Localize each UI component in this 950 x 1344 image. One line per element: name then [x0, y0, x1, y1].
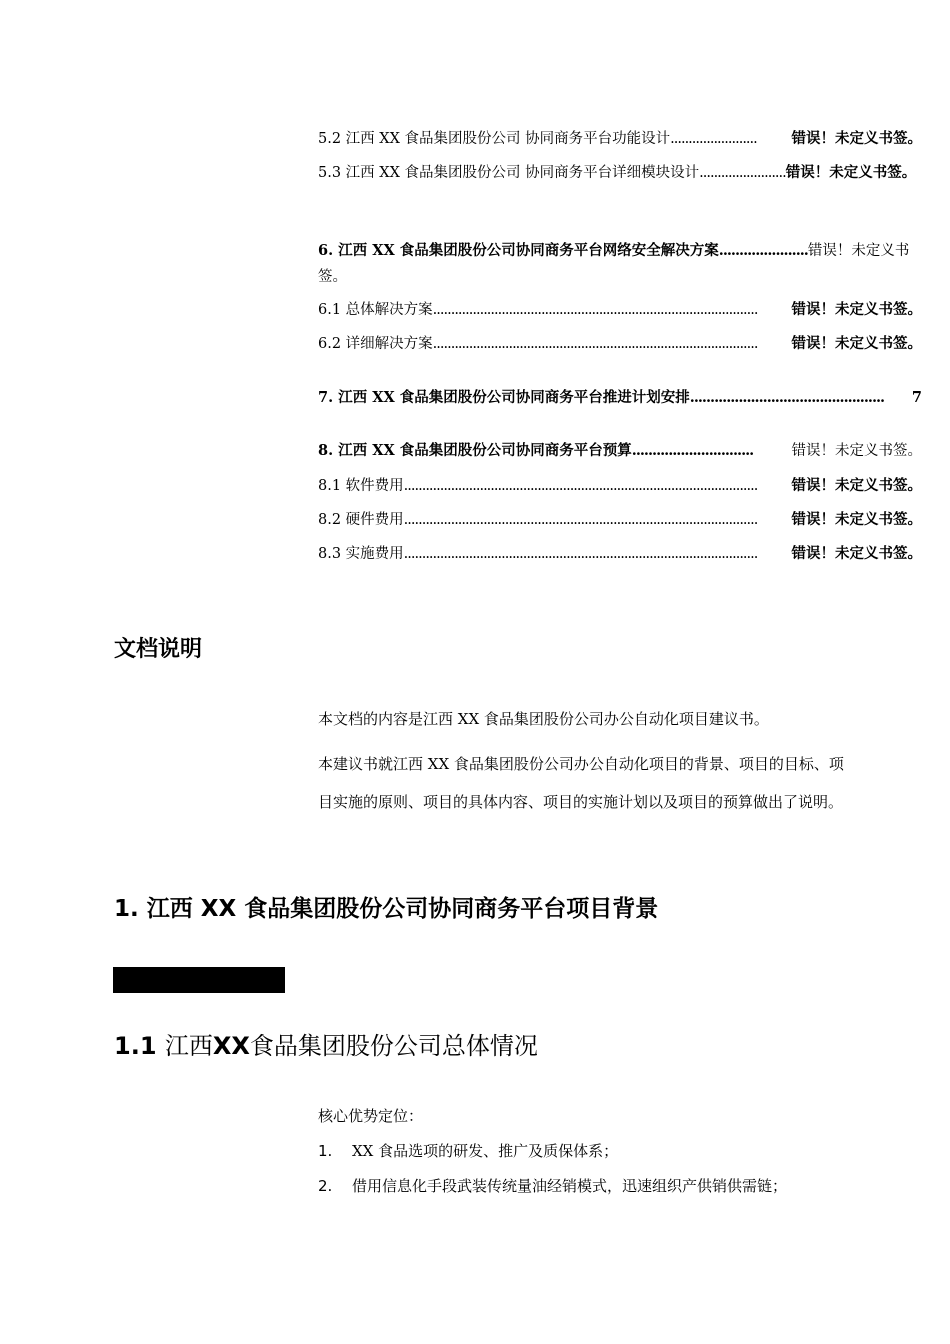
toc-entry-8-3[interactable]: 8.3 实施费用.................................................................................................. 错误！未定义书签。	[318, 541, 922, 567]
toc-page-ref: 错误！未定义书签。	[790, 297, 923, 323]
toc-entry-6[interactable]: 6. 江西 XX 食品集团股份公司协同商务平台网络安全解决方案......................错误！未定义书签。	[318, 242, 910, 285]
toc-entry-6-2[interactable]: 6.2 详细解决方案.......................................................................................... 错误！未定义书签。	[318, 331, 922, 357]
toc-entry-7[interactable]: 7. 江西 XX 食品集团股份公司协同商务平台推进计划安排................................................ 7	[318, 385, 922, 411]
doc-description-heading: 文档说明	[114, 637, 203, 662]
toc-entry-8-1[interactable]: 8.1 软件费用.................................................................................................. 错误！未定义书签。	[318, 473, 922, 499]
toc-page-ref: 错误！未定义书签。	[790, 541, 923, 567]
toc-page-ref: 错误！未定义书签。	[318, 243, 910, 285]
redaction-bar	[113, 967, 285, 993]
toc-page-ref: 错误！未定义书签。	[790, 473, 923, 499]
doc-paragraph-2: 本建议书就江西 XX 食品集团股份公司办公自动化项目的背景、项目的目标、项目实施的原则、项目的具体内容、项目的实施计划以及项目的预算做出了说明。	[318, 755, 844, 811]
doc-paragraph-1: 本文档的内容是江西 XX 食品集团股份公司办公自动化项目建议书。	[318, 710, 769, 728]
toc-page-ref: 错误！未定义书签。	[785, 164, 917, 181]
toc-entry-5-2[interactable]: 5.2 江西 XX 食品集团股份公司 协同商务平台功能设计........................ 错误！未定义书签。	[318, 126, 922, 152]
section-1-heading: 1. 江西 XX 食品集团股份公司协同商务平台项目背景	[114, 896, 659, 922]
core-advantage-label: 核心优势定位：	[318, 1107, 424, 1125]
toc-page-ref: 错误！未定义书签。	[790, 507, 923, 533]
toc-page-ref: 7	[910, 385, 922, 411]
toc-page-ref: 错误！未定义书签。	[790, 126, 923, 152]
toc-page-ref: 错误！未定义书签。	[790, 331, 923, 357]
section-1-1-heading: 1.1 江西XX食品集团股份公司总体情况	[114, 1032, 538, 1060]
toc-entry-8[interactable]: 8. 江西 XX 食品集团股份公司协同商务平台预算.............................. 错误！未定义书签。	[318, 438, 922, 464]
toc-page-ref: 错误！未定义书签。	[790, 438, 923, 464]
list-item: 2. 借用信息化手段武装传统量油经销模式，迅速组织产供销供需链；	[318, 1177, 788, 1195]
toc-entry-5-3[interactable]: 5.3 江西 XX 食品集团股份公司 协同商务平台详细模块设计........................错误！未定义书签。	[318, 164, 917, 181]
toc-entry-6-1[interactable]: 6.1 总体解决方案.......................................................................................... 错误！未定义书签。	[318, 297, 922, 323]
toc-entry-8-2[interactable]: 8.2 硬件费用.................................................................................................. 错误！未定义书签。	[318, 507, 922, 533]
list-item: 1. XX 食品选项的研发、推广及质保体系；	[318, 1142, 619, 1160]
